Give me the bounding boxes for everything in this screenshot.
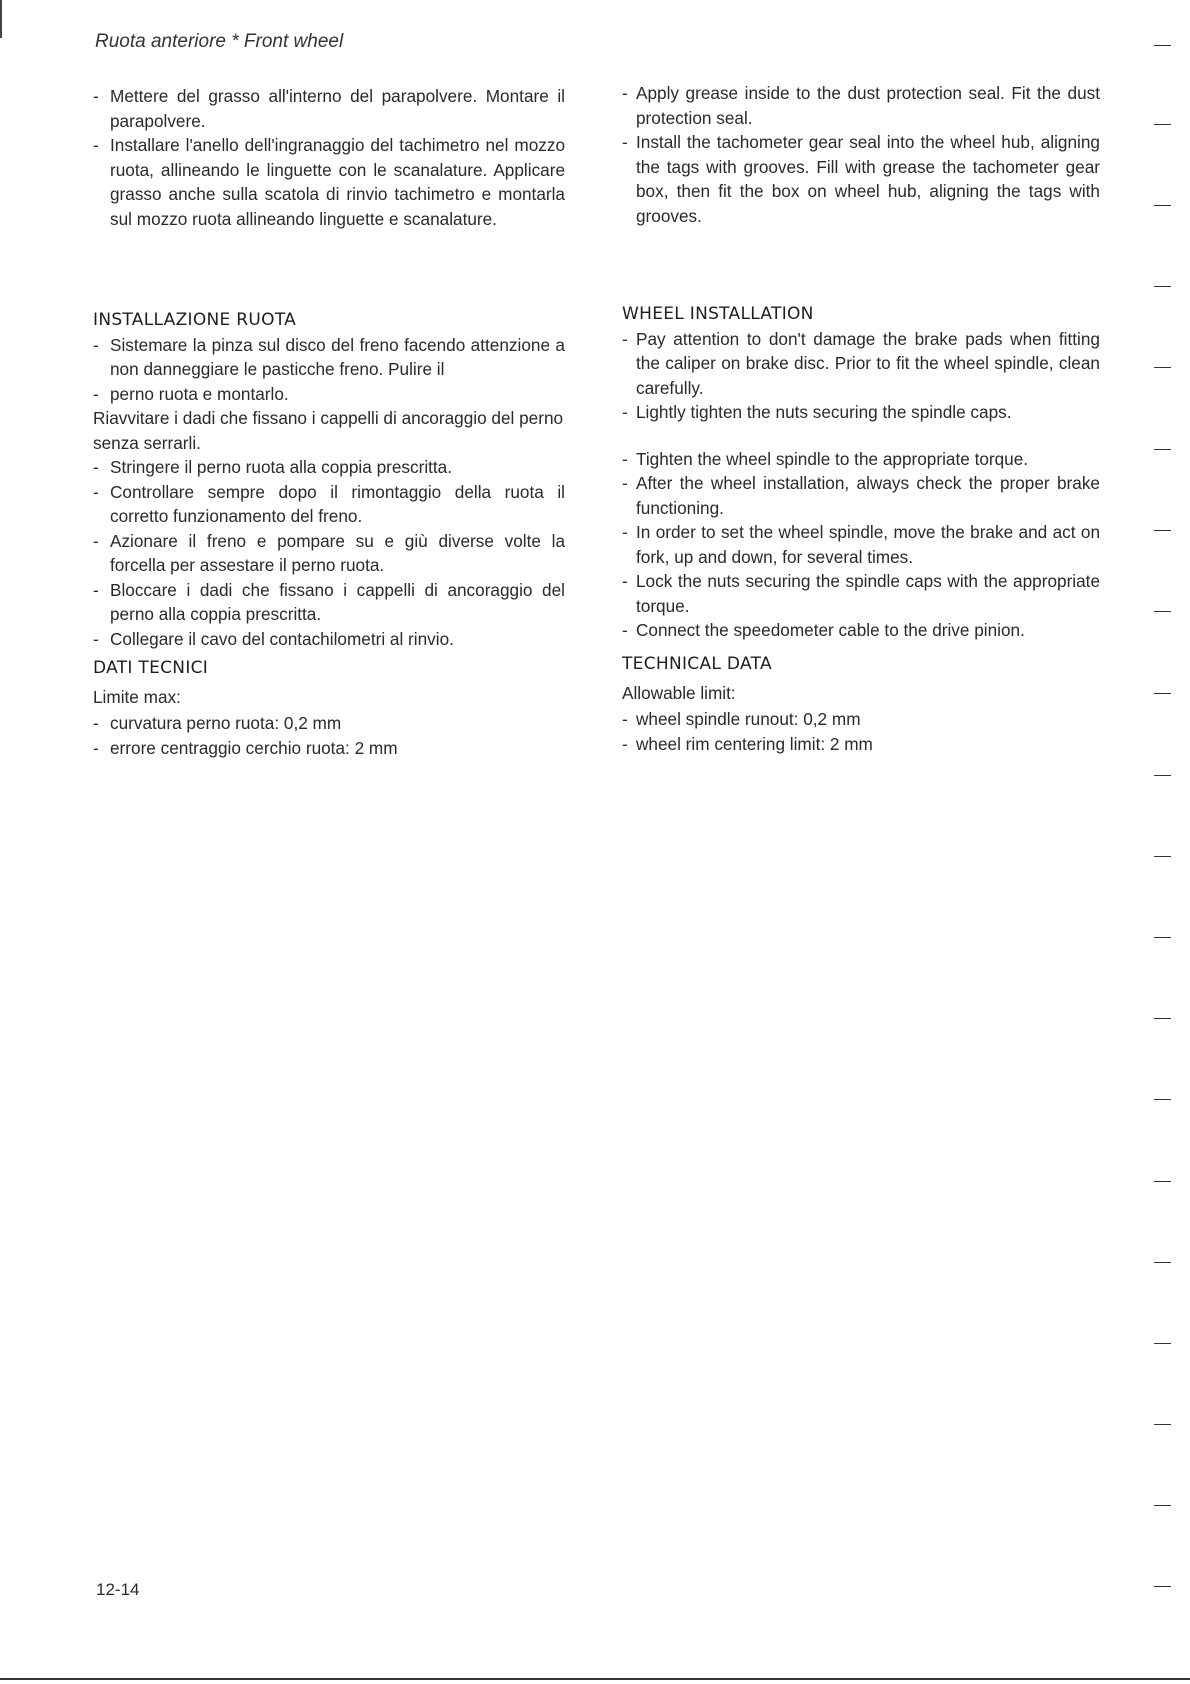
- margin-tick: [1154, 1099, 1171, 1100]
- list-item: [93, 382, 565, 407]
- margin-tick: [1154, 1343, 1171, 1344]
- list-item: - Installare l'anello dell'ingranaggio del tachimetro nel mozzo ruota, allineando le linguette con le scanalature. Applicare grasso anche sulla scatola di rinvio tachimetro e montarla sul mozzo ruota allineando linguette e scanalature.: [93, 133, 565, 231]
- list-item: - Apply grease inside to the dust protection seal. Fit the dust protection seal.: [622, 81, 1100, 130]
- list-item: - errore centraggio cerchio ruota: 2 mm: [93, 736, 565, 761]
- section-intro: Allowable limit:: [622, 682, 736, 703]
- section-heading: DATI TECNICI: [93, 658, 209, 678]
- right-section-technical: [622, 652, 1100, 756]
- margin-tick: [1154, 205, 1171, 206]
- margin-tick: [1154, 856, 1171, 857]
- margin-tick: [1154, 1262, 1171, 1263]
- margin-tick: [1154, 1586, 1171, 1587]
- margin-tick: [1154, 286, 1171, 287]
- margin-tick: [1154, 45, 1171, 46]
- margin-tick: [1154, 1181, 1171, 1182]
- section-intro: Limite max:: [93, 686, 181, 707]
- list-item: - Mettere del grasso all'interno del parapolvere. Montare il parapolvere.: [93, 84, 565, 133]
- list-item: - Connect the speedometer cable to the drive pinion.: [622, 618, 1100, 643]
- left-section-technical: [93, 656, 565, 760]
- list-item-continuation: Riavvitare i dadi che fissano i cappelli di ancoraggio del perno senza serrarli.: [93, 408, 564, 453]
- section-heading: WHEEL INSTALLATION: [622, 304, 814, 324]
- list-item: - After the wheel installation, always check the proper brake functioning.: [622, 471, 1100, 520]
- list-item: - Controllare sempre dopo il rimontaggio della ruota il corretto funzionamento del freno.: [93, 480, 565, 529]
- list-item: - Tighten the wheel spindle to the appropriate torque.: [622, 447, 1100, 472]
- section-heading: INSTALLAZIONE RUOTA: [93, 310, 297, 330]
- margin-tick: [1154, 124, 1171, 125]
- list-item: - Lightly tighten the nuts securing the spindle caps.: [622, 400, 1100, 425]
- bottom-rule: [0, 1678, 1190, 1680]
- list-item: - wheel rim centering limit: 2 mm: [622, 732, 1100, 757]
- margin-tick: [1154, 1018, 1171, 1019]
- list-item: - wheel spindle runout: 0,2 mm: [622, 707, 1100, 732]
- margin-tick: [1154, 611, 1171, 612]
- page-number: 12-14: [96, 1580, 140, 1599]
- margin-tick: [1154, 1505, 1171, 1506]
- list-item: - Lock the nuts securing the spindle caps with the appropriate torque.: [622, 569, 1100, 618]
- margin-tick: [1154, 937, 1171, 938]
- margin-tick: [1154, 449, 1171, 450]
- margin-tick: [1154, 1424, 1171, 1425]
- scan-edge-mark: [0, 0, 2, 38]
- margin-tick: [1154, 367, 1171, 368]
- list-item: - Pay attention to don't damage the brake pads when fitting the caliper on brake disc. Prior to fit the wheel spindle, clean carefully.: [622, 327, 1100, 401]
- section-heading: TECHNICAL DATA: [622, 654, 772, 674]
- left-section-installation: [93, 308, 565, 651]
- margin-tick: [1154, 693, 1171, 694]
- page-header: Ruota anteriore * Front wheel: [95, 31, 344, 52]
- list-item: - Sistemare la pinza sul disco del freno facendo attenzione a non danneggiare le pasticche freno. Pulire il: [93, 333, 565, 382]
- list-item: - curvatura perno ruota: 0,2 mm: [93, 711, 565, 736]
- list-item: - Collegare il cavo del contachilometri al rinvio.: [93, 627, 565, 652]
- margin-tick: [1154, 530, 1171, 531]
- list-item: - In order to set the wheel spindle, move the brake and act on fork, up and down, for several times.: [622, 520, 1100, 569]
- list-item: - Stringere il perno ruota alla coppia prescritta.: [93, 455, 565, 480]
- list-item: - Bloccare i dadi che fissano i cappelli di ancoraggio del perno alla coppia prescritta.: [93, 578, 565, 627]
- left-intro: [93, 84, 565, 231]
- right-section-installation: [622, 302, 1100, 643]
- right-intro: [622, 81, 1100, 228]
- list-item-text: perno ruota e montarlo.: [110, 383, 289, 404]
- list-item: - Install the tachometer gear seal into the wheel hub, aligning the tags with grooves. Fill with grease the tachometer gear box, then fit the box on wheel hub, aligning the tags with grooves.: [622, 130, 1100, 228]
- margin-tick: [1154, 775, 1171, 776]
- list-item: - Azionare il freno e pompare su e giù diverse volte la forcella per assestare il perno ruota.: [93, 529, 565, 578]
